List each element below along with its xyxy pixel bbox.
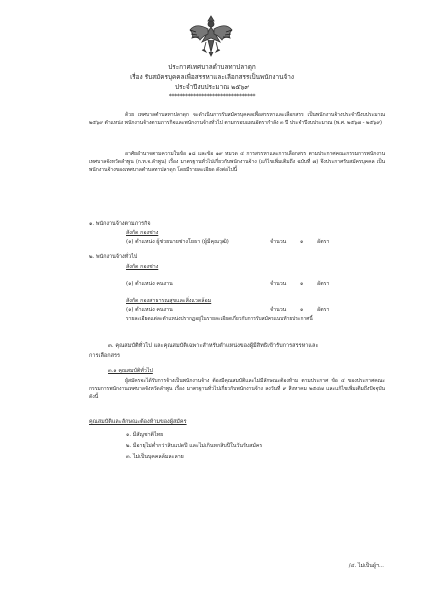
sub31-paragraph: ผู้สมัครจะได้รับการจ้างเป็นพนักงานจ้าง ต้องมีคุณสมบัติและไม่มีลักษณะต้องห้าม ตามประกาศ ข้อ ๔ ของประกาศคณะกรรมการพนักงานเทศบาลจังหวัดลำพูน เรื่อง มาตรฐานทั่วไปเกี่ยวกับพนักงานจ้าง ลงวันที่ ๙ สิงหาคม ๒๕๔๗ และแก้ไขเพิ่มเติมถึงปัจจุบัน ดังนี้ <box>89 378 385 401</box>
fiscal-year-line: ประจำปีงบประมาณ ๒๕๖๙ <box>175 83 249 91</box>
unit2-heading: สังกัด กองช่าง <box>126 264 159 270</box>
list-item: ๒. มีอายุไม่ต่ำกว่าสิบแปดปี และไม่เกินหกสิบปีในวันรับสมัคร <box>126 443 263 449</box>
section1-title: ๑. พนักงานจ้างตามภารกิจ <box>89 221 151 227</box>
count-unit: อัตรา <box>317 281 330 287</box>
garuda-emblem-icon <box>188 12 234 58</box>
count-unit: อัตรา <box>317 307 330 313</box>
position3-count <box>270 306 342 314</box>
position2-count <box>270 280 342 288</box>
position2-line: (๑) ตำแหน่ง คนงาน <box>126 281 173 287</box>
position1-count <box>270 238 342 246</box>
separator-stars: ******************************** <box>168 93 256 100</box>
details-note: รายละเอียดแต่ละตำแหน่งปรากฏอยู่ในรายละเอียดเกี่ยวกับการรับสมัครแนบท้ายประกาศนี้ <box>126 316 313 322</box>
count-value: ๑ <box>299 281 304 287</box>
qualification-list-title: คุณสมบัติและลักษณะต้องห้ามของผู้สมัคร <box>89 419 187 425</box>
position1-line: (๑) ตำแหน่ง ผู้ช่วยนายช่างโยธา (ผู้มีคุณวุฒิ) <box>126 239 229 245</box>
announcement-subject: เรื่อง รับสมัครบุคคลเพื่อสรรหาและเลือกสรรเป็นพนักงานจ้าง <box>130 73 294 81</box>
unit3-heading: สังกัด กองสาธารณสุขและสิ่งแวดล้อม <box>126 298 212 304</box>
authority-paragraph: อาศัยอำนาจตามความในข้อ ๑๘ และข้อ ๑๙ หมวด ๔ การสรรหาและการเลือกสรร ตามประกาศคณะกรรมการพนักงานเทศบาลจังหวัดลำพูน (ก.ท.จ.ลำพูน) เรื่อง มาตรฐานทั่วไปเกี่ยวกับพนักงานจ้าง (แก้ไขเพิ่มเติมถึง ฉบับที่ ๗) จึงประกาศรับสมัครบุคคล เป็นพนักงานจ้างของเทศบาลตำบลทาปลาดุก โดยมีรายละเอียด ดังต่อไปนี้ <box>89 151 385 174</box>
position3-line: (๑) ตำแหน่ง คนงาน <box>126 307 173 313</box>
list-item: ๑. มีสัญชาติไทย <box>126 432 164 438</box>
continuation-marker: /๔. ไม่เป็นผู้ฯ... <box>348 563 384 569</box>
sub31-title: ๓.๑ คุณสมบัติทั่วไป <box>108 368 153 374</box>
unit1-heading: สังกัด กองช่าง <box>126 230 159 236</box>
count-label: จำนวน <box>270 239 287 245</box>
list-item: ๓. ไม่เป็นบุคคลล้มละลาย <box>126 454 184 460</box>
count-unit: อัตรา <box>317 239 330 245</box>
count-value: ๑ <box>299 307 304 313</box>
intro-paragraph: ด้วย เทศบาลตำบลทาปลาดุก จะดำเนินการรับสมัครบุคคลเพื่อสรรหาและเลือกสรร เป็นพนักงานจ้างประจำปีงบประมาณ ๒๕๖๙ ตำแหน่ง พนักงานจ้างตามภารกิจและพนักงานจ้างทั่วไป ตามกรอบแผนอัตรากำลัง ๓ ปี ประจำปีงบประมาณ (พ.ศ. ๒๕๖๗ - ๒๕๖๙) <box>89 112 385 127</box>
section3-title-cont: การเลือกสรร <box>89 353 121 359</box>
count-label: จำนวน <box>270 281 287 287</box>
section2-title: ๒. พนักงานจ้างทั่วไป <box>89 254 138 260</box>
count-value: ๑ <box>299 239 304 245</box>
section3-title: ๓. คุณสมบัติทั่วไป และคุณสมบัติเฉพาะสำหรับตำแหน่งของผู้มีสิทธิเข้ารับการสรรหาและ <box>108 343 319 349</box>
count-label: จำนวน <box>270 307 287 313</box>
announcement-title: ประกาศเทศบาลตำบลทาปลาดุก <box>168 63 256 71</box>
